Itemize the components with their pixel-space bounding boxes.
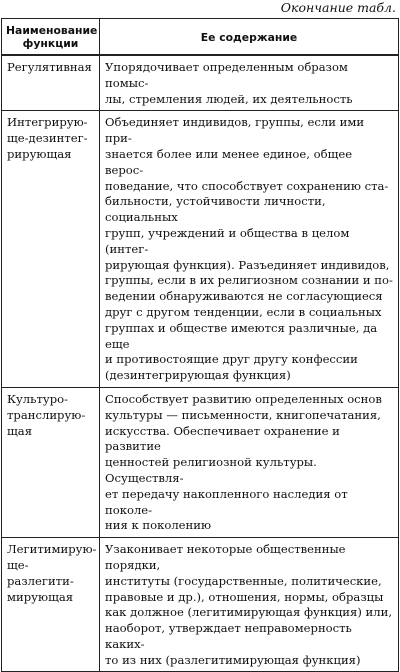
function-name-cell: Легитимирую- ще-разлегити- мирующая bbox=[2, 538, 100, 672]
table-row bbox=[2, 55, 399, 111]
table-row bbox=[2, 111, 399, 388]
function-content-cell: Упорядочивает определенным образом помыс- лы, стремления людей, их деятельность bbox=[100, 55, 399, 111]
table-row bbox=[2, 538, 399, 672]
table-caption: Окончание табл. bbox=[280, 0, 396, 15]
function-name-cell: Интегрирую- ще-дезинтег- рирующая bbox=[2, 111, 100, 388]
function-name-cell: Культуро- транслирую- щая bbox=[2, 387, 100, 537]
table-row bbox=[2, 387, 399, 537]
header-content: Ее содержание bbox=[100, 19, 399, 56]
function-content-cell: Объединяет индивидов, группы, если ими при- знается более или менее единое, общее верос- поведание, что способствует сохранению ста- бильности, устойчивости личности, социальных групп, учреждений и общества в целом (интег- рирующая функция). Разъединяет индивидов, группы, если в их религиозном сознании и по- ведении обнаруживаются не согласующиеся друг с другом тенденции, если в социальных группах и обществе имеются различные, да еще и противостоящие друг другу конфессии (дезинтегрирующая функция) bbox=[100, 111, 399, 388]
function-content-cell: Узаконивает некоторые общественные порядки, институты (государственные, политические, правовые и др.), отношения, нормы, образцы как должное (легитимирующая функция) или, наоборот, утверждает неправомерность каких- то из них (разлегитимирующая функция) bbox=[100, 538, 399, 672]
header-function-name: Наименование функции bbox=[2, 19, 100, 56]
function-name-cell: Регулятивная bbox=[2, 55, 100, 111]
function-content-cell: Способствует развитию определенных основ культуры — письменности, книгопечатания, искусства. Обеспечивает охранение и развитие ценностей религиозной культуры. Осуществля- ет передачу накопленного наследия от поколе- ния к поколению bbox=[100, 387, 399, 537]
functions-table bbox=[1, 18, 399, 672]
table-header-row bbox=[2, 19, 399, 56]
